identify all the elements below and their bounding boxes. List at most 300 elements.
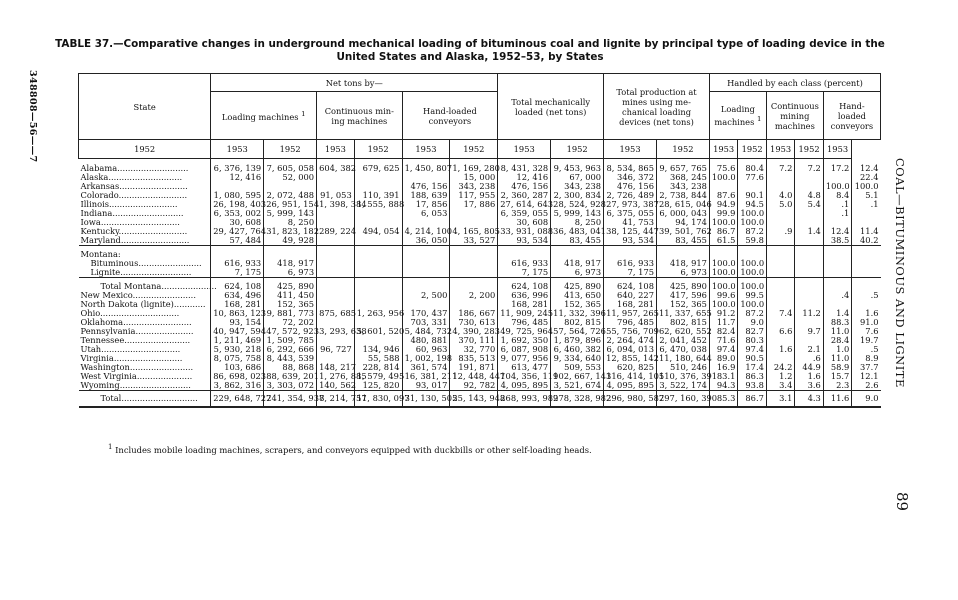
table-cell: 88, 868 bbox=[264, 363, 317, 372]
table-cell: 835, 513 bbox=[450, 354, 498, 363]
header-years-row bbox=[79, 140, 881, 159]
table-cell bbox=[450, 246, 498, 260]
year-header: 1953 bbox=[709, 140, 737, 159]
table-cell: 90.5 bbox=[738, 354, 766, 363]
table-cell: 39, 501, 762 bbox=[657, 227, 710, 236]
table-cell: 3, 303, 072 bbox=[264, 381, 317, 391]
table-cell bbox=[795, 173, 823, 182]
table-cell: 17.4 bbox=[738, 363, 766, 372]
table-cell bbox=[317, 259, 355, 268]
table-cell: 3.6 bbox=[795, 381, 823, 391]
table-cell: 4.8 bbox=[795, 191, 823, 200]
table-cell: 11, 332, 396 bbox=[551, 309, 604, 318]
table-cell: 229, 648, 727 bbox=[211, 391, 264, 408]
table-cell: 83, 455 bbox=[657, 236, 710, 246]
table-cell: 494, 054 bbox=[354, 227, 402, 236]
state-name: Tennessee......................... bbox=[80, 335, 191, 345]
header-loading-machines bbox=[211, 92, 317, 140]
table-cell: 67, 000 bbox=[551, 173, 604, 182]
table-cell: 289, 224 bbox=[317, 227, 355, 236]
table-cell: .6 bbox=[795, 354, 823, 363]
table-cell: 5.4 bbox=[795, 200, 823, 209]
state-name: Kentucky.......................... bbox=[80, 226, 188, 236]
header-loading-machines-text: Loading machines bbox=[221, 111, 299, 122]
table-cell: 38, 125, 447 bbox=[604, 227, 657, 236]
dot-leader: .............................. bbox=[101, 344, 181, 354]
state-name: Maryland.......................... bbox=[80, 235, 190, 245]
margin-code: 348808—56——7 bbox=[27, 70, 38, 163]
table-cell: 110, 391 bbox=[354, 191, 402, 200]
table-cell bbox=[823, 259, 851, 268]
table-header bbox=[79, 74, 881, 159]
data-table bbox=[78, 73, 881, 408]
table-cell: 796, 485 bbox=[498, 318, 551, 327]
state-name: Colorado.......................... bbox=[80, 190, 188, 200]
table-cell: 110, 376, 391 bbox=[657, 372, 710, 381]
year-header: 1952 bbox=[264, 140, 317, 159]
table-cell: 16, 381, 211 bbox=[402, 372, 450, 381]
state-name: Iowa.............................. bbox=[80, 217, 180, 227]
dot-leader: .......................... bbox=[113, 353, 183, 363]
state-name: Illinois.......................... bbox=[80, 199, 178, 209]
table-cell: 5, 930, 218 bbox=[211, 345, 264, 354]
table-cell: 3, 521, 674 bbox=[551, 381, 604, 391]
table-cell: 8, 250 bbox=[551, 218, 604, 227]
table-cell: 418, 917 bbox=[551, 259, 604, 268]
year-header: 1952 bbox=[450, 140, 498, 159]
table-cell: 413, 650 bbox=[551, 291, 604, 300]
table-cell: 100.0 bbox=[823, 182, 851, 191]
table-cell bbox=[852, 278, 881, 292]
table-cell: 116, 414, 105 bbox=[604, 372, 657, 381]
header-handled-pct: Handled by each class (percent) bbox=[709, 74, 880, 92]
dot-leader: ........................ bbox=[129, 362, 194, 372]
table-cell: 100.0 bbox=[852, 182, 881, 191]
table-cell: 100.0 bbox=[709, 259, 737, 268]
table-cell: 16.9 bbox=[709, 363, 737, 372]
table-cell: 9, 077, 956 bbox=[498, 354, 551, 363]
year-header: 1953 bbox=[317, 140, 355, 159]
table-cell: 296, 980, 587 bbox=[604, 391, 657, 408]
table-cell: 8, 443, 539 bbox=[264, 354, 317, 363]
table-cell bbox=[766, 278, 794, 292]
table-cell: 27, 614, 643 bbox=[498, 200, 551, 209]
table-cell: 7, 175 bbox=[498, 268, 551, 278]
table-cell: 12.4 bbox=[823, 227, 851, 236]
table-cell: 186, 667 bbox=[450, 309, 498, 318]
state-name: Pennsylvania...................... bbox=[80, 326, 194, 336]
table-cell bbox=[604, 246, 657, 260]
table-cell: 86.7 bbox=[709, 227, 737, 236]
table-cell: 11, 180, 644 bbox=[657, 354, 710, 363]
table-row bbox=[79, 236, 881, 246]
table-cell: 1, 579, 495 bbox=[354, 372, 402, 381]
table-cell: 6, 375, 055 bbox=[604, 209, 657, 218]
table-cell: 191, 871 bbox=[450, 363, 498, 372]
table-cell: 613, 477 bbox=[498, 363, 551, 372]
table-cell bbox=[657, 246, 710, 260]
table-cell: 1.6 bbox=[795, 372, 823, 381]
table-cell: 104, 356, 119 bbox=[498, 372, 551, 381]
table-cell: 8, 250 bbox=[264, 218, 317, 227]
table-cell: 28.4 bbox=[823, 336, 851, 345]
table-cell bbox=[795, 259, 823, 268]
table-cell: 55, 756, 709 bbox=[604, 327, 657, 336]
table-cell: 91.2 bbox=[709, 309, 737, 318]
table-cell: 7.4 bbox=[766, 309, 794, 318]
table-cell: 37.7 bbox=[852, 363, 881, 372]
table-cell: 7, 175 bbox=[211, 268, 264, 278]
table-cell: 4, 390, 283 bbox=[450, 327, 498, 336]
state-name: Total............................. bbox=[79, 391, 211, 408]
table-cell: 100.0 bbox=[709, 300, 737, 309]
table-cell: 3, 293, 638 bbox=[317, 327, 355, 336]
table-cell bbox=[823, 268, 851, 278]
table-cell: 1, 879, 896 bbox=[551, 336, 604, 345]
table-cell: 117, 955 bbox=[450, 191, 498, 200]
table-cell: 9, 657, 765 bbox=[657, 159, 710, 174]
table-row bbox=[79, 381, 881, 391]
table-cell: 802, 815 bbox=[551, 318, 604, 327]
table-cell: 5, 999, 143 bbox=[551, 209, 604, 218]
state-name: Arkansas.......................... bbox=[80, 181, 188, 191]
dot-leader: .......................... bbox=[118, 190, 188, 200]
table-cell: 875, 685 bbox=[317, 309, 355, 318]
table-cell bbox=[795, 278, 823, 292]
table-cell: .9 bbox=[766, 227, 794, 236]
table-cell: 87.2 bbox=[738, 227, 766, 236]
table-cell: .1 bbox=[823, 209, 851, 218]
table-cell bbox=[766, 268, 794, 278]
table-cell: 1, 002, 198 bbox=[402, 354, 450, 363]
table-cell: 41, 753 bbox=[604, 218, 657, 227]
table-cell: 2.3 bbox=[823, 381, 851, 391]
table-cell: 38.5 bbox=[823, 236, 851, 246]
table-cell: 9.0 bbox=[852, 391, 881, 408]
table-cell: 7.2 bbox=[766, 159, 794, 174]
state-name: Indiana........................... bbox=[80, 208, 184, 218]
year-header: 1952 bbox=[551, 140, 604, 159]
dot-leader: ............................. bbox=[121, 393, 198, 403]
state-name: New Mexico........................ bbox=[80, 290, 196, 300]
table-cell: 93, 534 bbox=[498, 236, 551, 246]
table-cell: 343, 238 bbox=[657, 182, 710, 191]
table-cell bbox=[852, 246, 881, 260]
table-cell bbox=[317, 268, 355, 278]
table-cell: 148, 217 bbox=[317, 363, 355, 372]
table-cell: 58.9 bbox=[823, 363, 851, 372]
table-cell: 97.4 bbox=[738, 345, 766, 354]
table-cell: 72, 202 bbox=[264, 318, 317, 327]
table-cell: 17, 856 bbox=[402, 200, 450, 209]
table-cell: 100.0 bbox=[738, 278, 766, 292]
state-name: Bituminous........................ bbox=[90, 258, 202, 268]
table-cell: 2, 738, 844 bbox=[657, 191, 710, 200]
table-cell: 40, 947, 594 bbox=[211, 327, 264, 336]
table-cell: 36, 483, 041 bbox=[551, 227, 604, 236]
table-cell bbox=[709, 246, 737, 260]
table-cell: 99.6 bbox=[709, 291, 737, 300]
table-cell bbox=[354, 246, 402, 260]
header-pct-loading-text: Loading machines bbox=[714, 104, 755, 127]
table-cell: 5, 484, 732 bbox=[402, 327, 450, 336]
table-cell: 12.4 bbox=[852, 159, 881, 174]
table-cell: 83, 455 bbox=[551, 236, 604, 246]
table-cell: 61.5 bbox=[709, 236, 737, 246]
table-cell: 49, 725, 964 bbox=[498, 327, 551, 336]
table-cell: 89.0 bbox=[709, 354, 737, 363]
table-cell: 11.7 bbox=[709, 318, 737, 327]
table-cell: 616, 933 bbox=[604, 259, 657, 268]
table-cell: 241, 354, 937 bbox=[264, 391, 317, 408]
table-cell: 100.0 bbox=[738, 259, 766, 268]
table-cell bbox=[450, 259, 498, 268]
table-cell: 28, 615, 046 bbox=[657, 200, 710, 209]
table-cell: 29, 427, 764 bbox=[211, 227, 264, 236]
table-cell: 33, 527 bbox=[450, 236, 498, 246]
table-cell: 624, 108 bbox=[211, 278, 264, 292]
table-cell: 99.9 bbox=[709, 209, 737, 218]
state-name: West Virginia..................... bbox=[80, 371, 193, 381]
state-name: North Dakota (lignite)............ bbox=[80, 299, 206, 309]
table-cell: 47, 572, 923 bbox=[264, 327, 317, 336]
footnote-mark: 1 bbox=[301, 110, 306, 119]
table-cell: 6, 000, 043 bbox=[657, 209, 710, 218]
table-cell: 509, 553 bbox=[551, 363, 604, 372]
table-cell: 3, 522, 174 bbox=[657, 381, 710, 391]
table-cell bbox=[317, 236, 355, 246]
table-cell: 100.0 bbox=[738, 300, 766, 309]
table-cell: 1.4 bbox=[795, 227, 823, 236]
table-cell: 620, 825 bbox=[604, 363, 657, 372]
table-cell: 6, 973 bbox=[551, 268, 604, 278]
table-cell: 6, 292, 666 bbox=[264, 345, 317, 354]
year-header: 1952 bbox=[795, 140, 823, 159]
table-cell: 6.6 bbox=[766, 327, 794, 336]
state-name: Lignite........................... bbox=[90, 267, 192, 277]
table-cell bbox=[450, 209, 498, 218]
state-name: Ohio.............................. bbox=[80, 308, 180, 318]
year-header: 1953 bbox=[766, 140, 794, 159]
table-cell: 90.1 bbox=[738, 191, 766, 200]
table-cell: 97.4 bbox=[709, 345, 737, 354]
table-cell: 1.4 bbox=[823, 309, 851, 318]
table-cell: 82.7 bbox=[738, 327, 766, 336]
table-cell: 6, 973 bbox=[264, 268, 317, 278]
table-cell: 636, 996 bbox=[498, 291, 551, 300]
table-cell bbox=[551, 246, 604, 260]
table-cell: 418, 917 bbox=[657, 259, 710, 268]
year-header: 1952 bbox=[354, 140, 402, 159]
table-cell bbox=[211, 246, 264, 260]
table-cell: 12, 855, 142 bbox=[604, 354, 657, 363]
table-cell: 411, 450 bbox=[264, 291, 317, 300]
table-cell bbox=[766, 173, 794, 182]
table-cell: 343, 238 bbox=[551, 182, 604, 191]
table-cell: 6, 359, 055 bbox=[498, 209, 551, 218]
dot-leader: .......................... bbox=[119, 181, 188, 191]
table-cell: 4, 095, 895 bbox=[604, 381, 657, 391]
table-cell: 96, 727 bbox=[317, 345, 355, 354]
table-cell: 11, 337, 655 bbox=[657, 309, 710, 318]
table-cell: 57, 484 bbox=[211, 236, 264, 246]
header-continuous: Continuous min-ing machines bbox=[317, 92, 402, 140]
dot-leader: .......................... bbox=[109, 199, 178, 209]
table-cell: 8, 431, 328 bbox=[498, 159, 551, 174]
table-cell: 1.0 bbox=[823, 345, 851, 354]
table-cell bbox=[795, 268, 823, 278]
dot-leader: .......................... bbox=[120, 235, 190, 245]
table-cell: 85.3 bbox=[709, 391, 737, 408]
table-cell: 5, 601, 520 bbox=[354, 327, 402, 336]
table-cell: 11.0 bbox=[823, 327, 851, 336]
table-cell bbox=[766, 246, 794, 260]
table-cell: 368, 245 bbox=[657, 173, 710, 182]
table-cell: 9.0 bbox=[738, 318, 766, 327]
table-row bbox=[79, 278, 881, 292]
table-cell: 6, 053 bbox=[402, 209, 450, 218]
table-title: TABLE 37.—Comparative changes in underground mechanical loading of bituminous coal and lignite by principal type of loading device in the United States and Alaska, 1952–53, by States bbox=[55, 38, 885, 63]
table-cell: 6, 353, 002 bbox=[211, 209, 264, 218]
state-name: Wyoming........................... bbox=[80, 380, 191, 390]
dot-leader: ........................... bbox=[117, 163, 189, 173]
table-cell: 11.6 bbox=[823, 391, 851, 408]
table-cell bbox=[354, 268, 402, 278]
table-cell: 480, 881 bbox=[402, 336, 450, 345]
table-cell: 278, 328, 982 bbox=[551, 391, 604, 408]
table-cell bbox=[823, 246, 851, 260]
table-cell: 640, 227 bbox=[604, 291, 657, 300]
table-cell: 268, 993, 989 bbox=[498, 391, 551, 408]
table-cell: 99.5 bbox=[738, 291, 766, 300]
table-cell: 94.5 bbox=[738, 200, 766, 209]
table-cell: 24.2 bbox=[766, 363, 794, 372]
table-cell bbox=[795, 291, 823, 300]
table-cell: 88, 639, 201 bbox=[264, 372, 317, 381]
table-cell: 4.0 bbox=[766, 191, 794, 200]
table-cell: 93, 534 bbox=[604, 236, 657, 246]
table-cell: 228, 814 bbox=[354, 363, 402, 372]
table-cell: 2, 360, 287 bbox=[498, 191, 551, 200]
table-cell bbox=[766, 291, 794, 300]
year-header: 1952 bbox=[79, 140, 211, 159]
table-cell: 1, 398, 384 bbox=[317, 200, 355, 209]
year-header: 1953 bbox=[402, 140, 450, 159]
table-cell: 730, 613 bbox=[450, 318, 498, 327]
table-cell: 12.1 bbox=[852, 372, 881, 381]
table-cell: 9, 334, 640 bbox=[551, 354, 604, 363]
table-cell: 7.6 bbox=[852, 327, 881, 336]
state-name: Virginia.......................... bbox=[80, 353, 183, 363]
table-cell: 12, 416 bbox=[211, 173, 264, 182]
table-cell: 346, 372 bbox=[604, 173, 657, 182]
dot-leader: ............................ bbox=[108, 172, 183, 182]
table-cell bbox=[766, 209, 794, 218]
table-cell: 86, 698, 023 bbox=[211, 372, 264, 381]
table-cell: 12, 448, 447 bbox=[450, 372, 498, 381]
year-header: 1953 bbox=[604, 140, 657, 159]
footnote-text: Includes mobile loading machines, scrapers, and conveyors equipped with duckbills or other self-loading heads. bbox=[115, 444, 592, 455]
table-cell: .5 bbox=[852, 291, 881, 300]
table-cell: 100.0 bbox=[738, 268, 766, 278]
table-cell: 510, 246 bbox=[657, 363, 710, 372]
table-cell: 1, 169, 280 bbox=[450, 159, 498, 174]
table-cell bbox=[354, 236, 402, 246]
table-cell: 32, 770 bbox=[450, 345, 498, 354]
table-cell: 9, 453, 963 bbox=[551, 159, 604, 174]
dot-leader: .......................... bbox=[118, 226, 188, 236]
table-cell bbox=[795, 209, 823, 218]
table-cell bbox=[354, 173, 402, 182]
table-cell: 418, 917 bbox=[264, 259, 317, 268]
table-cell: 93, 017 bbox=[402, 381, 450, 391]
footnote-mark: 1 bbox=[108, 443, 113, 451]
table-cell: 1.6 bbox=[852, 309, 881, 318]
table-cell: 12, 416 bbox=[498, 173, 551, 182]
table-cell: 100.0 bbox=[709, 218, 737, 227]
table-cell bbox=[317, 209, 355, 218]
table-cell: 30, 608 bbox=[498, 218, 551, 227]
table-cell: 93.8 bbox=[738, 381, 766, 391]
table-cell: 44.9 bbox=[795, 363, 823, 372]
table-cell: 3.1 bbox=[766, 391, 794, 408]
table-cell: 10, 863, 123 bbox=[211, 309, 264, 318]
table-cell: 94.9 bbox=[709, 200, 737, 209]
state-name: Alabama........................... bbox=[80, 163, 189, 173]
table-cell bbox=[317, 278, 355, 292]
table-cell: 188, 639 bbox=[402, 191, 450, 200]
table-cell bbox=[450, 278, 498, 292]
table-cell: 4.3 bbox=[795, 391, 823, 408]
table-cell: 679, 625 bbox=[354, 159, 402, 174]
table-cell: 2, 200 bbox=[450, 291, 498, 300]
table-cell: 36, 050 bbox=[402, 236, 450, 246]
table-cell: 57, 564, 726 bbox=[551, 327, 604, 336]
table-cell: 59.8 bbox=[738, 236, 766, 246]
table-cell: 7, 175 bbox=[604, 268, 657, 278]
dot-leader: ........................... bbox=[120, 267, 192, 277]
table-cell: .5 bbox=[852, 345, 881, 354]
footnote bbox=[108, 443, 592, 455]
header-total-prod: Total production at mines using me-chanical loading devices (net tons) bbox=[604, 74, 710, 140]
table-cell: .1 bbox=[823, 200, 851, 209]
header-state: State bbox=[79, 74, 211, 140]
dot-leader: ........................ bbox=[132, 290, 196, 300]
table-cell bbox=[766, 259, 794, 268]
table-cell: 52, 000 bbox=[264, 173, 317, 182]
table-cell: 3.4 bbox=[766, 381, 794, 391]
table-cell: .1 bbox=[852, 200, 881, 209]
header-pct-continuous: Continuous mining machines bbox=[766, 92, 823, 140]
table-cell bbox=[402, 278, 450, 292]
table-cell: 624, 108 bbox=[498, 278, 551, 292]
table-cell: 616, 933 bbox=[211, 259, 264, 268]
year-header: 1952 bbox=[738, 140, 766, 159]
table-cell: 168, 281 bbox=[604, 300, 657, 309]
table-cell: 33, 931, 088 bbox=[498, 227, 551, 236]
table-row bbox=[79, 268, 881, 278]
table-cell: 9.7 bbox=[795, 327, 823, 336]
header-hand-loaded: Hand-loaded conveyors bbox=[402, 92, 498, 140]
table-cell: 8, 534, 865 bbox=[604, 159, 657, 174]
year-header: 1953 bbox=[211, 140, 264, 159]
table-cell bbox=[354, 278, 402, 292]
table-cell: 2, 726, 489 bbox=[604, 191, 657, 200]
table-cell: 15.7 bbox=[823, 372, 851, 381]
table-cell: 6, 470, 038 bbox=[657, 345, 710, 354]
table-cell: 476, 156 bbox=[604, 182, 657, 191]
table-cell: 2, 041, 452 bbox=[657, 336, 710, 345]
